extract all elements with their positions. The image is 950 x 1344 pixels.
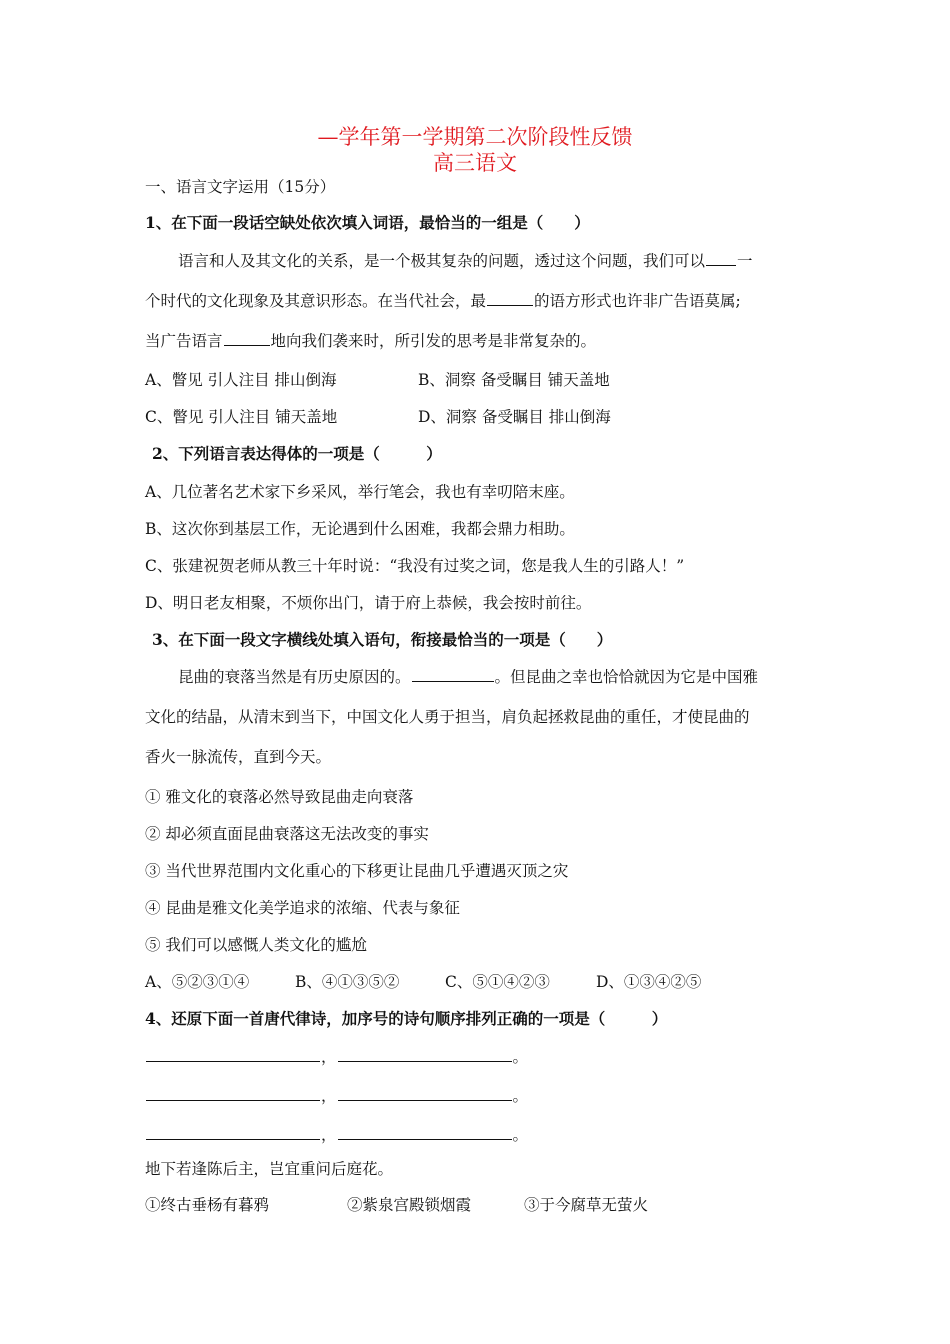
q4-blank — [338, 1085, 512, 1101]
q2-option-a: A、几位著名艺术家下乡采风，举行笔会，我也有幸叨陪末座。 — [145, 483, 575, 501]
q2-stem: 2、下列语言表达得体的一项是（ ） — [152, 444, 442, 463]
q4-last-couplet: 地下若逢陈后主，岂宜重问后庭花。 — [145, 1160, 394, 1178]
q1-options-row-2 — [145, 406, 611, 428]
q2-option-b: B、这次你到基层工作，无论遇到什么困难，我都会鼎力相助。 — [145, 520, 575, 538]
q1-text: 一 — [737, 252, 753, 270]
q3-sentence-2: ② 却必须直面昆曲衰落这无法改变的事实 — [145, 825, 429, 843]
q3-passage-line-2: 文化的结晶，从清末到当下，中国文化人勇于担当，肩负起拯救昆曲的重任，才使昆曲的 — [145, 708, 750, 726]
q1-stem: 1、在下面一段话空缺处依次填入词语，最恰当的一组是（ ） — [145, 213, 590, 232]
q1-options-row-1 — [145, 369, 610, 391]
q3-option-a: A、⑤②③①④ — [145, 973, 250, 991]
q1-option-a: A、瞥见 引人注目 排山倒海 — [145, 371, 337, 389]
q4-comma: ， — [321, 1048, 337, 1066]
section-heading: 一、语言文字运用（15分） — [145, 178, 336, 196]
q4-blank — [146, 1124, 320, 1140]
q3-text: 昆曲的衰落当然是有历史原因的。 — [178, 668, 411, 686]
q2-option-d: D、明日老友相聚，不烦你出门，请于府上恭候，我会按时前往。 — [145, 594, 592, 612]
q3-blank — [412, 666, 494, 682]
q3-sentence-1: ① 雅文化的衰落必然导致昆曲走向衰落 — [145, 788, 414, 806]
q4-answer-line-2 — [145, 1085, 528, 1107]
q1-blank-2 — [487, 290, 533, 306]
q3-sentence-5: ⑤ 我们可以感慨人类文化的尴尬 — [145, 936, 367, 954]
q4-comma: ， — [321, 1087, 337, 1105]
q4-period: 。 — [512, 1087, 529, 1105]
exam-title: —学年第一学期第二次阶段性反馈 — [317, 125, 633, 149]
q1-blank-3 — [224, 330, 270, 346]
q1-option-b: B、洞察 备受瞩目 铺天盖地 — [418, 371, 610, 389]
q4-blank — [338, 1046, 512, 1062]
q4-blank — [338, 1124, 512, 1140]
q3-options-row — [145, 971, 701, 993]
q4-answer-line-1 — [145, 1046, 528, 1068]
q1-text: 当广告语言 — [145, 332, 223, 350]
q3-passage-line-3: 香火一脉流传，直到今天。 — [145, 748, 332, 766]
q4-options-row — [145, 1194, 648, 1216]
q3-text: 。但昆曲之幸也恰恰就因为它是中国雅 — [494, 668, 759, 686]
q4-period: 。 — [512, 1048, 529, 1066]
q1-text: 个时代的文化现象及其意识形态。在当代社会，最 — [145, 292, 487, 310]
q1-option-c: C、瞥见 引人注目 铺天盖地 — [145, 408, 338, 426]
q3-option-b: B、④①③⑤② — [295, 973, 400, 991]
q3-option-d: D、①③④②⑤ — [596, 973, 702, 991]
exam-subtitle: 高三语文 — [433, 151, 517, 175]
q4-blank — [146, 1046, 320, 1062]
q1-blank-1 — [706, 250, 736, 266]
q1-option-d: D、洞察 备受瞩目 排山倒海 — [418, 408, 611, 426]
q1-text: 地向我们袭来时，所引发的思考是非常复杂的。 — [270, 332, 597, 350]
q4-stem: 4、还原下面一首唐代律诗，加序号的诗句顺序排列正确的一项是（ ） — [145, 1009, 668, 1028]
q3-passage-line-1 — [178, 666, 758, 688]
q4-option-2: ②紫泉宫殿锁烟霞 — [347, 1196, 472, 1214]
q1-passage-line-1 — [178, 250, 753, 272]
q4-answer-line-3 — [145, 1124, 528, 1146]
q4-blank — [146, 1085, 320, 1101]
q1-passage-line-3 — [145, 330, 596, 352]
q1-text: 语言和人及其文化的关系，是一个极其复杂的问题，透过这个问题，我们可以 — [178, 252, 706, 270]
q2-option-c: C、张建祝贺老师从教三十年时说：“我没有过奖之词，您是我人生的引路人！” — [145, 557, 685, 575]
q4-period: 。 — [512, 1126, 529, 1144]
q3-sentence-4: ④ 昆曲是雅文化美学追求的浓缩、代表与象征 — [145, 899, 460, 917]
q4-option-3: ③于今腐草无萤火 — [524, 1196, 649, 1214]
q3-option-c: C、⑤①④②③ — [445, 973, 550, 991]
q1-passage-line-2 — [145, 290, 741, 312]
q4-option-1: ①终古垂杨有暮鸦 — [145, 1196, 270, 1214]
q3-stem: 3、在下面一段文字横线处填入语句，衔接最恰当的一项是（ ） — [152, 630, 613, 649]
q3-sentence-3: ③ 当代世界范围内文化重心的下移更让昆曲几乎遭遇灭顶之灾 — [145, 862, 569, 880]
q1-text: 的语方形式也许非广告语莫属; — [534, 292, 741, 310]
q4-comma: ， — [321, 1126, 337, 1144]
